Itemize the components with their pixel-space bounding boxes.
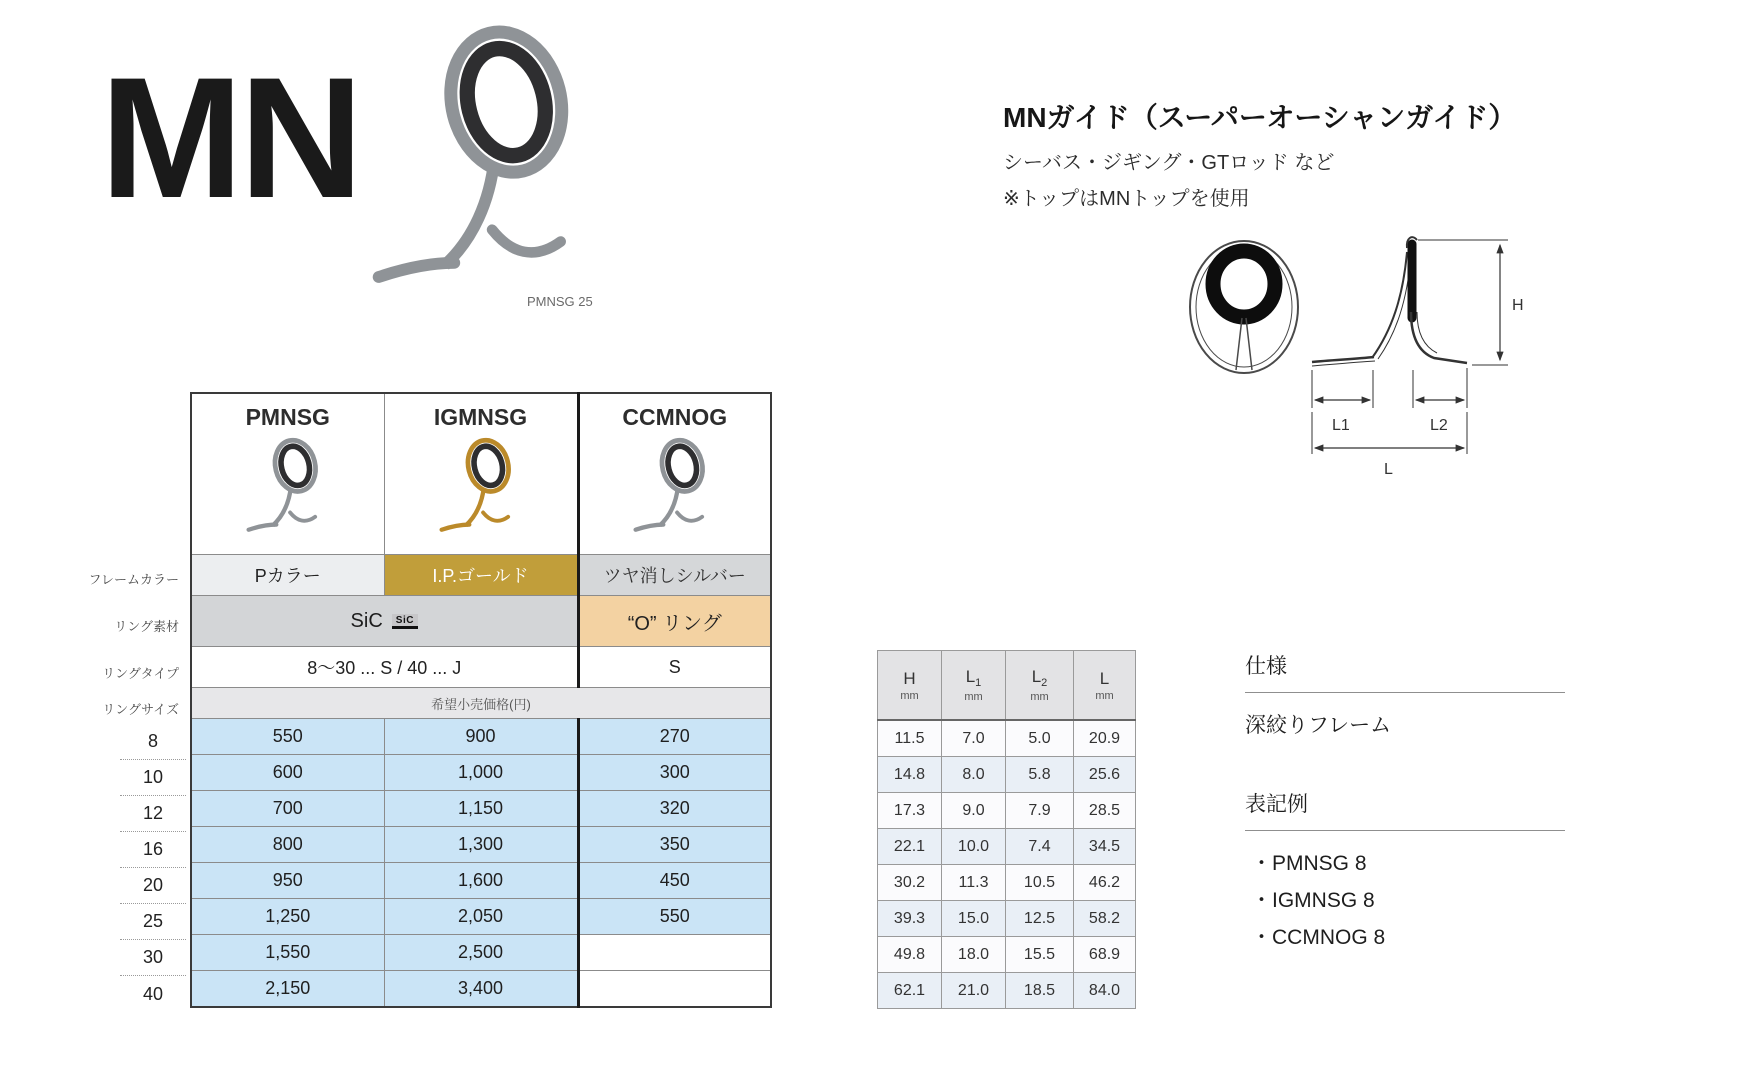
column-header-pmnsg xyxy=(191,393,384,555)
dimension-cell: 7.9 xyxy=(1006,793,1074,829)
frame-color-pmnsg: Pカラー xyxy=(191,555,384,596)
dimension-row xyxy=(878,937,1136,973)
price-cell xyxy=(578,971,771,1008)
dimension-cell: 15.0 xyxy=(942,901,1006,937)
price-row xyxy=(191,971,771,1008)
dimension-row xyxy=(878,829,1136,865)
ring-material-sic xyxy=(191,596,578,647)
ring-size-label: 20 xyxy=(120,868,186,904)
dimension-row xyxy=(878,865,1136,901)
spec-rule xyxy=(1245,692,1565,693)
price-cell: 300 xyxy=(578,755,771,791)
price-cell: 1,000 xyxy=(384,755,578,791)
price-header: 希望小売価格(円) xyxy=(191,688,771,719)
frame-color-ccmnog: ツヤ消しシルバー xyxy=(578,555,771,596)
dimension-cell: 21.0 xyxy=(942,973,1006,1009)
label-spacer xyxy=(88,392,188,557)
notation-block xyxy=(1245,788,1565,956)
notation-example: ・IGMNSG 8 xyxy=(1251,889,1375,912)
dimension-diagram xyxy=(1160,212,1570,482)
column-header-igmnsg xyxy=(384,393,578,555)
dim-label-l2: L2 xyxy=(1430,417,1448,434)
price-cell: 900 xyxy=(384,719,578,755)
price-cell: 1,300 xyxy=(384,827,578,863)
price-cell: 800 xyxy=(191,827,384,863)
dim-col-header: L mm xyxy=(1074,651,1136,721)
dimension-cell: 14.8 xyxy=(878,757,942,793)
dimension-cell: 17.3 xyxy=(878,793,942,829)
price-cell: 600 xyxy=(191,755,384,791)
ring-size-label: 40 xyxy=(142,983,164,1004)
dimension-cell: 10.5 xyxy=(1006,865,1074,901)
dimension-cell: 28.5 xyxy=(1074,793,1136,829)
dimension-cell: 20.9 xyxy=(1074,720,1136,757)
notation-example: ・PMNSG 8 xyxy=(1251,852,1367,875)
dimension-cell: 25.6 xyxy=(1074,757,1136,793)
model-name: CCMNOG xyxy=(622,404,728,430)
price-cell: 1,250 xyxy=(191,899,384,935)
spec-block xyxy=(1245,650,1565,739)
dim-col-header: H mm xyxy=(878,651,942,721)
ring-size-labels xyxy=(88,724,188,1012)
dim-col-header: $L_1$ mm xyxy=(942,651,1006,721)
price-row xyxy=(191,791,771,827)
price-cell: 550 xyxy=(578,899,771,935)
dimension-row xyxy=(878,793,1136,829)
dimension-cell: 39.3 xyxy=(878,901,942,937)
dimension-cell: 18.5 xyxy=(1006,973,1074,1009)
ring-size-label: 16 xyxy=(120,832,186,868)
dimension-cell: 46.2 xyxy=(1074,865,1136,901)
guide-side-view-drawing xyxy=(1312,237,1467,366)
sic-logo-badge: SiC xyxy=(392,614,418,629)
dimension-cell: 11.3 xyxy=(942,865,1006,901)
dimension-cell: 49.8 xyxy=(878,937,942,973)
product-price-table xyxy=(190,392,772,1008)
dimension-table xyxy=(877,650,1136,1009)
dim-label-h: H xyxy=(1512,297,1524,314)
price-cell: 2,150 xyxy=(191,971,384,1008)
dimension-diagram-svg xyxy=(1160,212,1570,482)
hero-caption: PMNSG 25 xyxy=(527,294,593,309)
price-header-row xyxy=(191,688,771,719)
price-row xyxy=(191,827,771,863)
notation-list xyxy=(1245,845,1565,956)
ring-type-shared: 8～30 ... S / 40 ... J xyxy=(191,647,578,688)
dim-label-l1: L1 xyxy=(1332,417,1350,434)
guide-front-view-drawing xyxy=(1190,241,1298,373)
dimension-header-row xyxy=(878,651,1136,721)
ring-material-oring: “O” リング xyxy=(578,596,771,647)
notation-rule xyxy=(1245,830,1565,831)
dimension-row xyxy=(878,757,1136,793)
price-row xyxy=(191,863,771,899)
price-cell: 3,400 xyxy=(384,971,578,1008)
model-name: IGMNSG xyxy=(433,404,528,430)
spec-value: 深絞りフレーム xyxy=(1245,714,1392,737)
dimension-row xyxy=(878,901,1136,937)
ring-size-label: 8 xyxy=(120,724,186,760)
price-cell: 950 xyxy=(191,863,384,899)
row-label-ring-type: リングタイプ xyxy=(102,665,179,681)
spec-title: 仕様 xyxy=(1245,655,1287,678)
sic-label: SiC xyxy=(350,609,383,632)
dim-col-header: $L_2$ mm xyxy=(1006,651,1074,721)
dimension-cell: 12.5 xyxy=(1006,901,1074,937)
dimension-cell: 10.0 xyxy=(942,829,1006,865)
dimension-cell: 34.5 xyxy=(1074,829,1136,865)
notation-title: 表記例 xyxy=(1245,793,1308,816)
price-cell: 270 xyxy=(578,719,771,755)
price-cell xyxy=(578,935,771,971)
dimension-cell: 68.9 xyxy=(1074,937,1136,973)
dimension-cell: 7.4 xyxy=(1006,829,1074,865)
dimension-row xyxy=(878,973,1136,1009)
row-label-ring-material: リング素材 xyxy=(114,618,179,634)
ring-type-ccmnog: S xyxy=(578,647,771,688)
price-row xyxy=(191,755,771,791)
model-header-row xyxy=(191,393,771,555)
dim-label-l: L xyxy=(1384,461,1393,478)
dimension-row xyxy=(878,720,1136,757)
dimension-cell: 5.8 xyxy=(1006,757,1074,793)
ring-size-label: 12 xyxy=(120,796,186,832)
price-cell: 550 xyxy=(191,719,384,755)
ring-material-row xyxy=(191,596,771,647)
price-cell: 1,600 xyxy=(384,863,578,899)
igmnsg-guide-icon xyxy=(385,431,577,543)
price-row xyxy=(191,935,771,971)
row-label-frame-color: フレームカラー xyxy=(88,571,179,587)
ring-size-label: 30 xyxy=(120,940,186,976)
dimension-cell: 18.0 xyxy=(942,937,1006,973)
ring-size-label: 25 xyxy=(120,904,186,940)
model-name: PMNSG xyxy=(245,404,330,430)
price-cell: 1,150 xyxy=(384,791,578,827)
ring-type-row xyxy=(191,647,771,688)
row-label-ring-size: リングサイズ xyxy=(102,702,179,717)
frame-color-row xyxy=(191,555,771,596)
notation-example: ・CCMNOG 8 xyxy=(1251,926,1386,949)
dimension-cell: 30.2 xyxy=(878,865,942,901)
page-title: MNガイド（スーパーオーシャンガイド） xyxy=(1003,102,1517,133)
pmnsg-guide-icon xyxy=(192,431,384,543)
ccmnog-guide-icon xyxy=(580,431,771,543)
price-cell: 700 xyxy=(191,791,384,827)
hero-product-photo xyxy=(355,10,615,310)
price-cell: 2,050 xyxy=(384,899,578,935)
price-cell: 1,550 xyxy=(191,935,384,971)
price-row xyxy=(191,899,771,935)
price-cell: 350 xyxy=(578,827,771,863)
page-subtitle-usage: シーバス・ジギング・GTロッド など xyxy=(1003,152,1335,174)
dimension-cell: 11.5 xyxy=(878,720,942,757)
price-cell: 450 xyxy=(578,863,771,899)
price-cell: 320 xyxy=(578,791,771,827)
price-row xyxy=(191,719,771,755)
dimension-cell: 9.0 xyxy=(942,793,1006,829)
dimension-cell: 58.2 xyxy=(1074,901,1136,937)
ring-size-label: 10 xyxy=(120,760,186,796)
series-title: MN xyxy=(100,42,360,234)
page-subtitle-note: ※トップはMNトップを使用 xyxy=(1003,188,1250,210)
column-header-ccmnog xyxy=(578,393,771,555)
dimension-cell: 7.0 xyxy=(942,720,1006,757)
dimension-cell: 84.0 xyxy=(1074,973,1136,1009)
dimension-cell: 15.5 xyxy=(1006,937,1074,973)
dimension-cell: 22.1 xyxy=(878,829,942,865)
frame-color-igmnsg: I.P.ゴールド xyxy=(384,555,578,596)
dimension-cell: 62.1 xyxy=(878,973,942,1009)
dimension-cell: 8.0 xyxy=(942,757,1006,793)
dimension-cell: 5.0 xyxy=(1006,720,1074,757)
row-label-column xyxy=(88,392,188,1012)
price-cell: 2,500 xyxy=(384,935,578,971)
